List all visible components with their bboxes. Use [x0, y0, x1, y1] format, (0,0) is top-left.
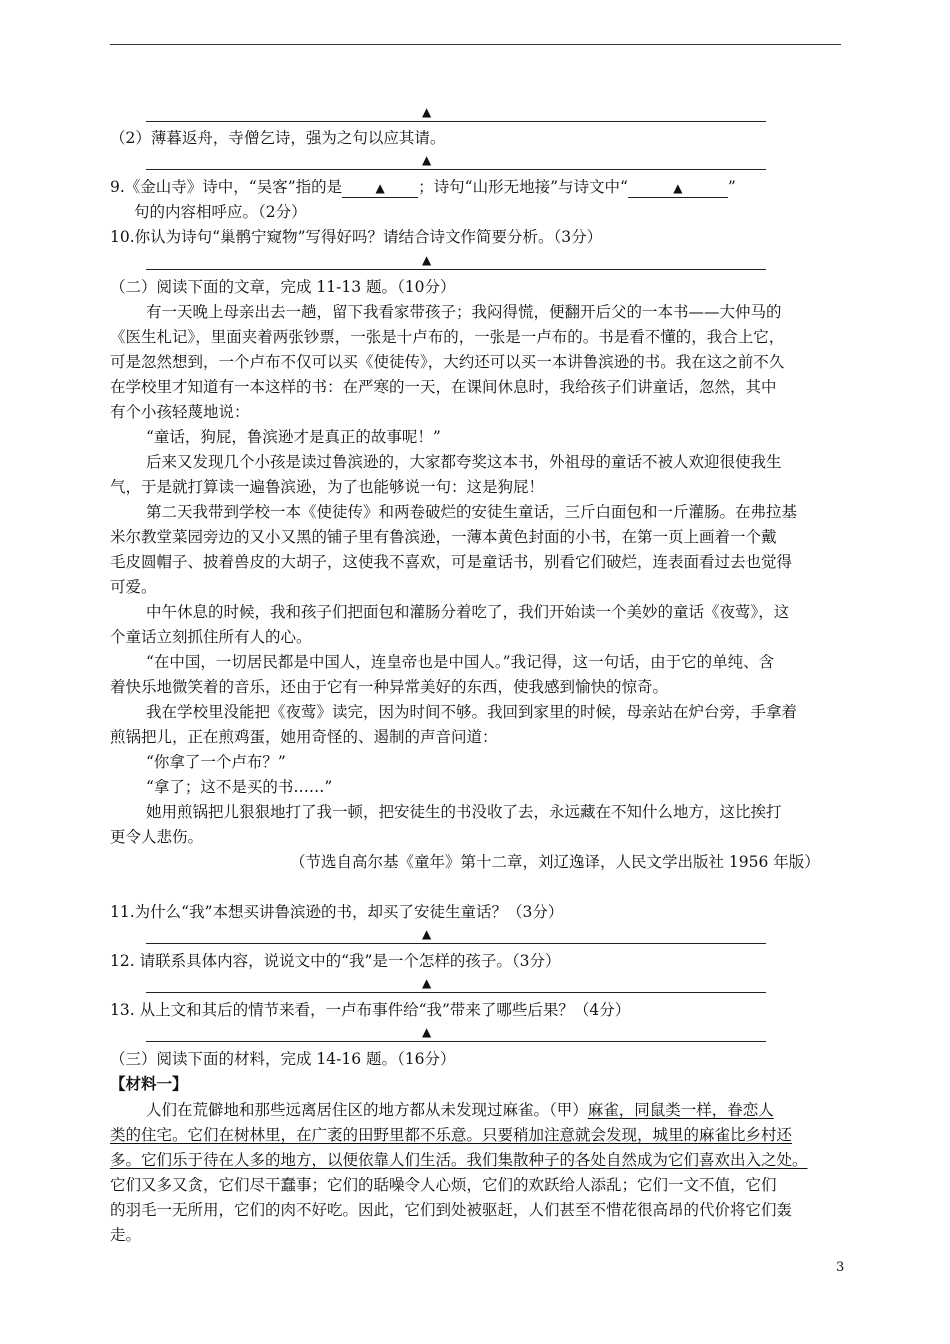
question-9-part-c: ” [727, 178, 736, 196]
passage-line: “童话，狗屁，鲁滨逊才是真正的故事呢！” [146, 428, 441, 446]
answer-marker-icon: ▲ [422, 1025, 432, 1039]
answer-marker-icon: ▲ [422, 105, 432, 119]
answer-marker-icon: ▲ [422, 153, 432, 167]
question-8-2: （2）薄暮返舟，寺僧乞诗，强为之句以应其请。 [110, 129, 446, 147]
material-1-title: 【材料一】 [110, 1074, 188, 1093]
material-1-line-underlined: 多。它们乐于待在人多的地方，以便依靠人们生活。我们集散种子的各处自然成为它们喜欢出入之处。 [110, 1151, 808, 1169]
passage-line: 在学校里才知道有一本这样的书：在严寒的一天，在课间休息时，我给孩子们讲童话，忽然，其中 [110, 378, 777, 396]
answer-marker-icon: ▲ [422, 927, 432, 941]
passage-line: 米尔教堂菜园旁边的又小又黑的铺子里有鲁滨逊，一薄本黄色封面的小书，在第一页上画着一个戴 [110, 528, 777, 546]
page-number: 3 [836, 1260, 845, 1275]
question-9-cont: 句的内容相呼应。（2分） [134, 203, 307, 221]
answer-marker-icon: ▲ [422, 253, 432, 267]
passage-source: （节选自高尔基《童年》第十二章，刘辽逸译，人民文学出版社 1956 年版） [290, 853, 820, 871]
underlined-sentence-jia: 麻雀，同鼠类一样，眷恋人 [587, 1101, 774, 1119]
material-1-line: 它们又多又贪，它们尽干蠢事；它们的聒噪令人心烦，它们的欢跃给人添乱；它们一文不值，它们 [110, 1176, 777, 1194]
blank-q9-1[interactable] [342, 178, 418, 198]
answer-line-q10[interactable] [146, 252, 766, 272]
answer-underline [146, 1041, 766, 1042]
passage-line: 有个小孩轻蔑地说： [110, 403, 250, 421]
passage-line: 她用煎锅把儿狠狠地打了我一顿，把安徒生的书没收了去，永远藏在不知什么地方，这比挨打 [146, 803, 782, 821]
answer-marker-icon: ▲ [375, 181, 385, 195]
answer-underline [146, 992, 766, 993]
answer-underline [146, 269, 766, 270]
question-9-part-a: 9.《金山寺》诗中，“吴客”指的是 [110, 178, 343, 196]
question-9 [110, 177, 736, 198]
passage-line: “在中国，一切居民都是中国人，连皇帝也是中国人。”我记得，这一句话，由于它的单纯、含 [146, 653, 775, 671]
passage-line: 个童话立刻抓住所有人的心。 [110, 628, 312, 646]
answer-underline [146, 169, 766, 170]
answer-line-q13[interactable] [146, 1024, 766, 1044]
passage-line: 煎锅把儿，正在煎鸡蛋，她用奇怪的、遏制的声音问道： [110, 728, 498, 746]
passage-line: 更令人悲伤。 [110, 828, 204, 846]
material-1-line-underlined: 类的住宅。它们在树林里，在广袤的田野里都不乐意。只要稍加注意就会发现，城里的麻雀比乡村还 [110, 1126, 793, 1144]
passage-line: 可是忽然想到，一个卢布不仅可以买《使徒传》，大约还可以买一本讲鲁滨逊的书。我在这之前不久 [110, 353, 785, 371]
answer-line-q8-2[interactable] [146, 152, 766, 172]
material-1-line [146, 1100, 774, 1120]
passage-line: 我在学校里没能把《夜莺》读完，因为时间不够。我回到家里的时候，母亲站在炉台旁，手拿着 [146, 703, 798, 721]
question-10: 10.你认为诗句“巢鹘宁窥物”写得好吗？请结合诗文作简要分析。（3分） [110, 228, 603, 246]
section-3-heading: （三）阅读下面的材料，完成 14-16 题。（16分） [110, 1050, 456, 1068]
passage-line: 可爱。 [110, 578, 157, 596]
passage-line: 毛皮圆帽子、披着兽皮的大胡子，这使我不喜欢，可是童话书，别看它们破烂，连表面看过去也觉得 [110, 553, 793, 571]
question-12: 12. 请联系具体内容，说说文中的“我”是一个怎样的孩子。（3分） [110, 952, 561, 970]
passage-line: 第二天我带到学校一本《使徒传》和两卷破烂的安徒生童话，三斤白面包和一斤灌肠。在弗拉基 [146, 503, 798, 521]
passage-line: 《医生札记》，里面夹着两张钞票，一张是十卢布的，一张是一卢布的。书是看不懂的，我合上它， [110, 328, 785, 346]
blank-q9-2[interactable] [628, 178, 728, 198]
answer-marker-icon: ▲ [673, 181, 683, 195]
passage-line: 气，于是就打算读一遍鲁滨逊，为了也能够说一句：这是狗屁！ [110, 478, 545, 496]
answer-line-q11[interactable] [146, 926, 766, 946]
header-rule [110, 44, 841, 45]
passage-line: 中午休息的时候，我和孩子们把面包和灌肠分着吃了，我们开始读一个美妙的童话《夜莺》，这 [146, 603, 790, 621]
question-11: 11.为什么“我”本想买讲鲁滨逊的书，却买了安徒生童话？（3分） [110, 903, 564, 921]
question-9-part-b: ；诗句“山形无地接”与诗文中“ [418, 178, 628, 196]
answer-underline [146, 121, 766, 122]
passage-line: 后来又发现几个小孩是读过鲁滨逊的，大家都夸奖这本书，外祖母的童话不被人欢迎很使我生 [146, 453, 782, 471]
passage-line: 着快乐地微笑着的音乐，还由于它有一种异常美好的东西，使我感到愉快的惊奇。 [110, 678, 669, 696]
material-1-line: 的羽毛一无所用，它们的肉不好吃。因此，它们到处被驱赶，人们甚至不惜花很高昂的代价将它们轰 [110, 1201, 793, 1219]
answer-line-q8-1[interactable] [146, 104, 766, 124]
passage-line: 有一天晚上母亲出去一趟，留下我看家带孩子；我闷得慌，便翻开后父的一本书——大仲马的 [146, 303, 782, 321]
answer-underline [146, 943, 766, 944]
answer-line-q12[interactable] [146, 975, 766, 995]
material-1-text: 人们在荒僻地和那些远离居住区的地方都从未发现过麻雀。（甲） [146, 1101, 588, 1119]
passage-line: “你拿了一个卢布？” [146, 753, 286, 771]
section-2-heading: （二）阅读下面的文章，完成 11-13 题。（10分） [110, 278, 456, 296]
question-13: 13. 从上文和其后的情节来看，一卢布事件给“我”带来了哪些后果？（4分） [110, 1001, 631, 1019]
answer-marker-icon: ▲ [422, 976, 432, 990]
material-1-line: 走。 [110, 1226, 142, 1244]
passage-line: “拿了；这不是买的书……” [146, 778, 333, 796]
